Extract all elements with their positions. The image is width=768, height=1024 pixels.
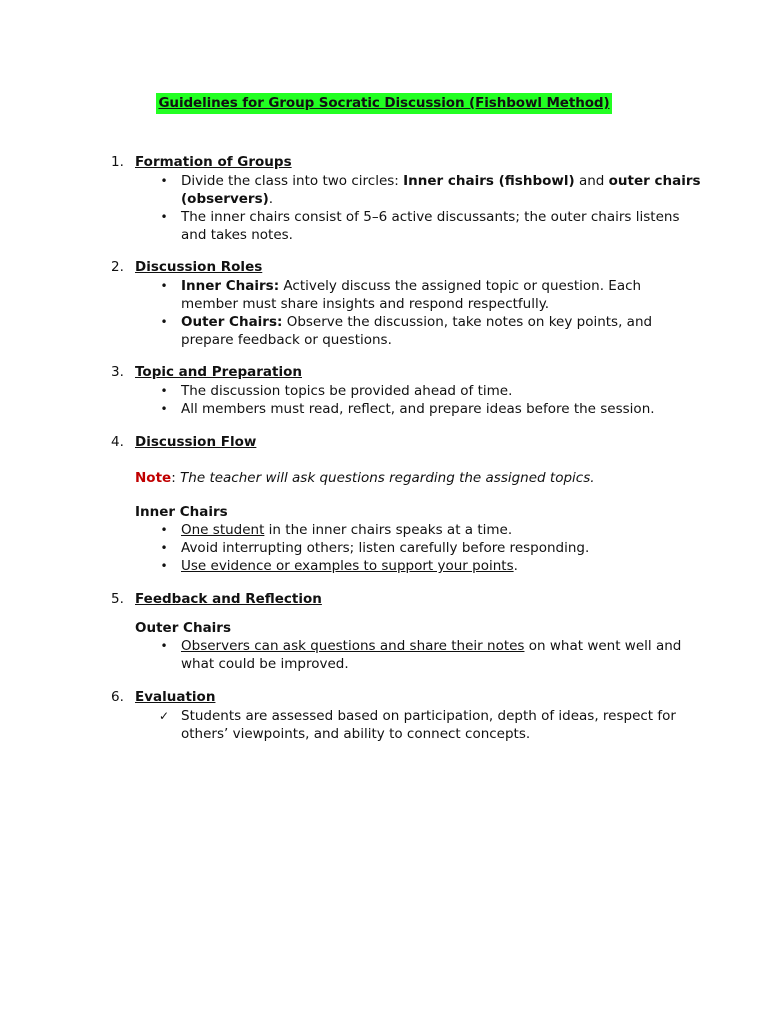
bullet-icon: • [160,315,168,329]
document-title: Guidelines for Group Socratic Discussion (Fishbowl Method) [156,93,611,114]
section-number: 1. [111,154,124,170]
section-number: 2. [111,259,124,275]
section-heading: Discussion Roles [135,259,263,275]
note-text: The teacher will ask questions regarding the assigned topics. [175,470,595,486]
bullet-icon: • [160,523,168,537]
section-heading: Feedback and Reflection [135,591,322,607]
list-item-continuation: member must share insights and respond respectfully. [181,296,550,312]
note-line: Note: The teacher will ask questions regarding the assigned topics. [135,470,595,486]
bullet-icon: • [160,279,168,293]
list-item: All members must read, reflect, and prepare ideas before the session. [181,401,655,417]
list-item: The inner chairs consist of 5–6 active discussants; the outer chairs listens [181,209,680,225]
bullet-icon: • [160,559,168,573]
list-item-continuation: others’ viewpoints, and ability to connect concepts. [181,726,531,742]
bullet-icon: • [160,210,168,224]
list-item: Outer Chairs: Observe the discussion, take notes on key points, and [181,314,653,330]
section-number: 6. [111,689,124,705]
list-item: Inner Chairs: Actively discuss the assigned topic or question. Each [181,278,642,294]
bullet-icon: • [160,541,168,555]
bullet-icon: • [160,402,168,416]
subheading-outer-chairs: Outer Chairs [135,620,232,636]
section-heading: Formation of Groups [135,154,292,170]
list-item: Divide the class into two circles: Inner chairs (fishbowl) and outer chairs [181,173,701,189]
bullet-icon: • [160,639,168,653]
list-item: One student in the inner chairs speaks at a time. [181,522,513,538]
list-item-continuation: (observers). [181,191,274,207]
section-heading: Evaluation [135,689,216,705]
bullet-icon: • [160,384,168,398]
bullet-icon: • [160,174,168,188]
section-number: 4. [111,434,124,450]
section-heading: Topic and Preparation [135,364,302,380]
section-number: 3. [111,364,124,380]
check-icon: ✓ [158,709,170,723]
section-number: 5. [111,591,124,607]
section-heading: Discussion Flow [135,434,257,450]
list-item: Avoid interrupting others; listen carefully before responding. [181,540,590,556]
list-item: Use evidence or examples to support your points. [181,558,518,574]
title-wrap [0,93,768,114]
list-item-continuation: prepare feedback or questions. [181,332,392,348]
list-item: The discussion topics be provided ahead of time. [181,383,513,399]
subheading-inner-chairs: Inner Chairs [135,504,228,520]
list-item: Students are assessed based on participation, depth of ideas, respect for [181,708,676,724]
note-label: Note [135,470,172,486]
list-item-continuation: what could be improved. [181,656,349,672]
list-item: Observers can ask questions and share their notes on what went well and [181,638,682,654]
list-item-continuation: and takes notes. [181,227,293,243]
